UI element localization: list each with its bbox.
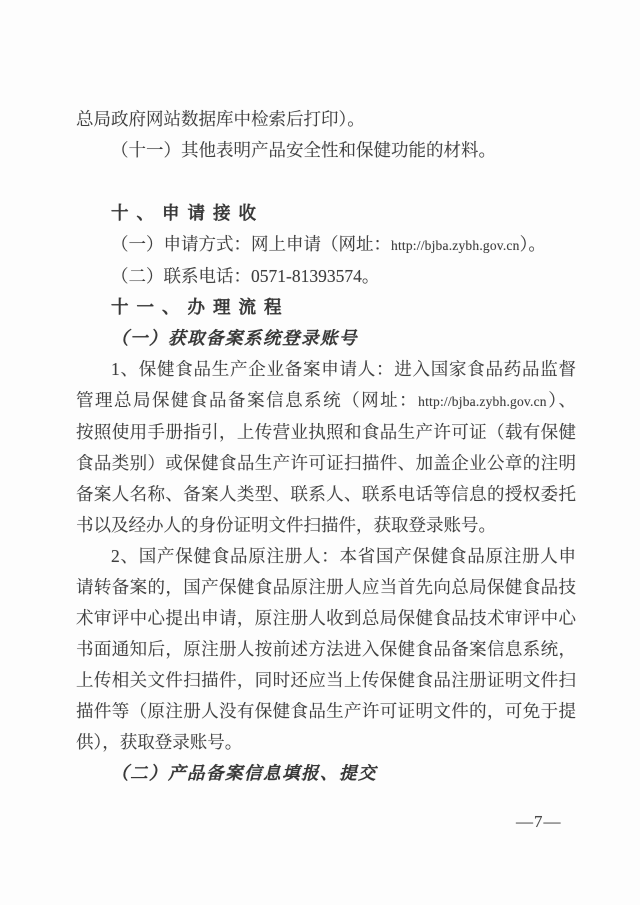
text-line: 术审评中心提出申请，原注册人收到总局保健食品技术审评中心	[76, 608, 576, 628]
text-line	[76, 229, 576, 261]
text-line: 十、申请接收	[111, 203, 264, 223]
text-line: 2、国产保健食品原注册人：本省国产保健食品原注册人申	[111, 546, 576, 566]
text-segment: ）、	[546, 390, 576, 410]
text-segment: 管理总局保健食品备案信息系统（网址：	[76, 390, 419, 410]
text-line: （十一）其他表明产品安全性和保健功能的材料。	[111, 140, 496, 160]
text-line: （二）产品备案信息填报、提交	[111, 763, 377, 783]
text-line	[76, 385, 576, 417]
text-line: 请转备案的，国产保健食品原注册人应当首先向总局保健食品技	[76, 577, 576, 597]
text-segment: ）。	[519, 234, 546, 254]
text-line: 1、保健食品生产企业备案申请人：进入国家食品药品监督	[111, 359, 576, 379]
text-line: 书以及经办人的身份证明文件扫描件，获取登录账号。	[76, 515, 496, 535]
text-segment: http://bjba.zybh.gov.cn	[391, 238, 520, 253]
text-line: 总局政府网站数据库中检索后打印）。	[76, 109, 365, 129]
text-line: 食品类别）或保健食品生产许可证扫描件、加盖企业公章的注明	[76, 453, 576, 473]
text-segment: http://bjba.zybh.gov.cn	[418, 394, 547, 409]
text-line: 书面通知后，原注册人按前述方法进入保健食品备案信息系统，	[76, 639, 576, 659]
text-line: 上传相关文件扫描件，同时还应当上传保健食品注册证明文件扫	[76, 670, 576, 690]
text-line: （二）联系电话：0571-81393574。	[111, 266, 380, 286]
text-line: 描件等（原注册人没有保健食品生产许可证明文件的，可免于提	[76, 701, 576, 721]
text-segment: （一）申请方式：网上申请（网址：	[111, 234, 391, 254]
text-line: 十一、办理流程	[111, 297, 290, 317]
text-line: 按照使用手册指引，上传营业执照和食品生产许可证（载有保健	[76, 422, 576, 442]
text-line: 备案人名称、备案人类型、联系人、联系电话等信息的授权委托	[76, 484, 576, 504]
document-body	[76, 104, 576, 789]
text-line: （一）获取备案系统登录账号	[111, 328, 358, 348]
text-line: 供），获取登录账号。	[76, 732, 243, 752]
page-number: —7—	[516, 812, 562, 831]
